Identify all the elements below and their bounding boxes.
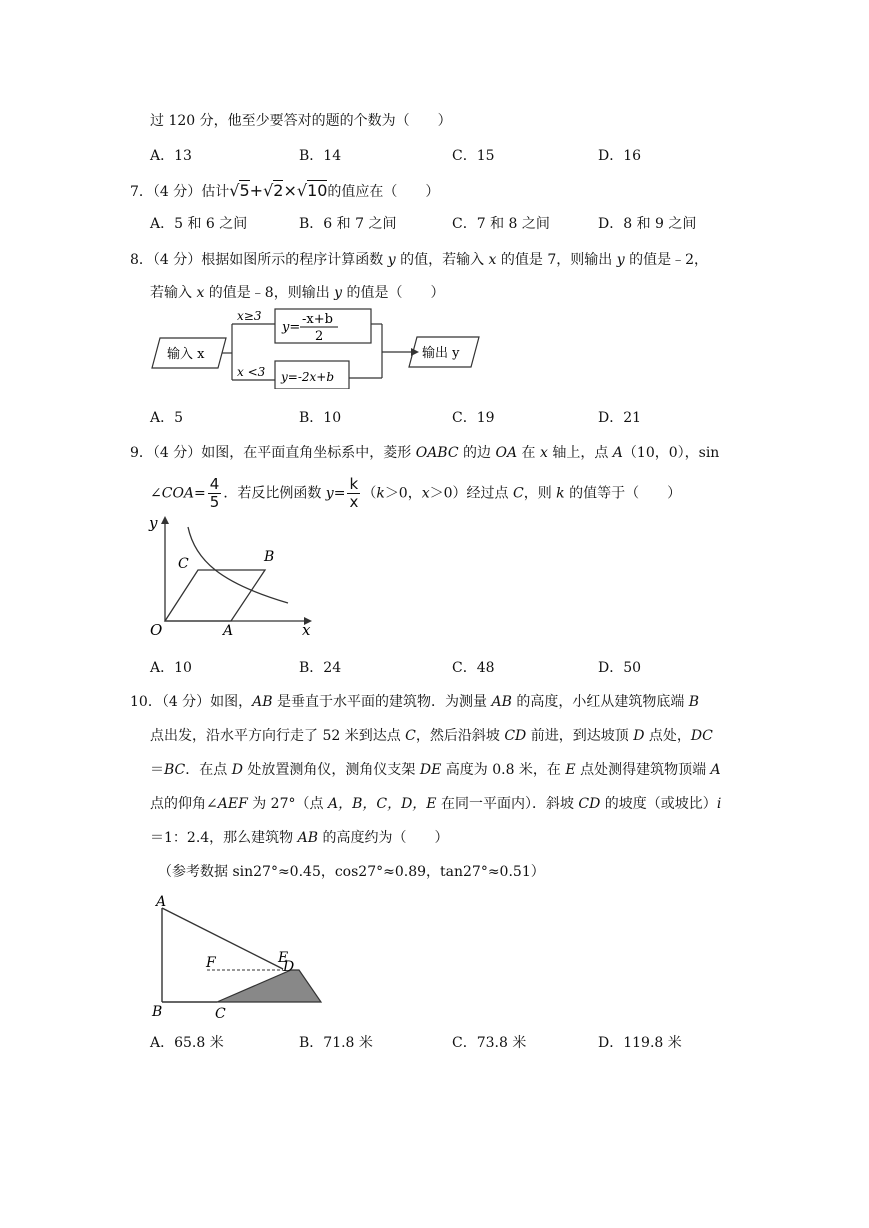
text: 的边 [458, 445, 496, 461]
formula-1-denominator: 2 [315, 329, 324, 344]
var-ab: AB [491, 694, 512, 710]
q8-option-d[interactable]: D．21 [598, 410, 642, 426]
formula-2: y=-2x+b [281, 370, 335, 384]
q10-stem-line2 [150, 726, 713, 746]
text: 为 27°（点 [247, 796, 328, 812]
var-k: k [376, 485, 385, 502]
radicand-10: 10 [307, 181, 328, 200]
radicand-2: 2 [273, 181, 284, 200]
numerator: k [347, 476, 360, 494]
text: 在同一平面内）．斜坡 [436, 796, 579, 812]
var-coa: COA [161, 485, 195, 502]
times-sign: × [283, 181, 297, 200]
var-x: x [196, 285, 205, 301]
fraction-k-x [347, 476, 360, 511]
q8-stem-line2 [150, 283, 445, 303]
formula-1-numerator: -x+b [302, 312, 333, 327]
text: ，然后沿斜坡 [415, 728, 505, 744]
denominator: x [349, 493, 359, 511]
var-k: k [556, 485, 565, 502]
radical-sign: √ [229, 181, 240, 200]
label-b: B [152, 1004, 163, 1020]
text: 的坡度（或坡比） [600, 796, 717, 812]
radical-sign: √ [296, 181, 308, 200]
point-c: C [513, 485, 524, 502]
sqrt-expression [229, 180, 327, 200]
text: （ [362, 485, 377, 502]
text: 高度为 0.8 米，在 [441, 762, 566, 778]
q9-option-d[interactable]: D．50 [598, 660, 642, 676]
label-a: A [156, 894, 167, 910]
arrow-head [411, 348, 419, 356]
text: ＞0）经过点 [429, 485, 513, 502]
text: 在 [517, 445, 540, 461]
text: = [333, 485, 346, 502]
text: 9．（4 分）如图，在平面直角坐标系中，菱形 [130, 445, 416, 461]
text: （10，0），sin [622, 445, 720, 461]
point-a: A [710, 762, 721, 778]
q10-reference-data: （参考数据 sin27°≈0.45，cos27°≈0.89，tan27°≈0.51） [158, 864, 545, 880]
var-de: DE [419, 762, 442, 778]
text: ＝1：2.4，那么建筑物 [150, 830, 298, 846]
q6-stem-continuation: 过 120 分，他至少要答对的题的个数为（ ） [150, 113, 452, 129]
text: 的值是﹣2， [624, 252, 708, 268]
q10-stem-line4 [150, 794, 721, 814]
q10-option-b[interactable]: B．71.8 米 [299, 1035, 373, 1051]
q8-option-a[interactable]: A．5 [150, 410, 184, 426]
text: ＝ [150, 762, 164, 778]
q10-option-d[interactable]: D．119.8 米 [598, 1035, 682, 1051]
q8-stem-line1 [130, 250, 708, 270]
q7-stem [130, 181, 439, 202]
var-y: y [387, 252, 396, 268]
label-c: C [215, 1006, 226, 1022]
var-x: x [421, 485, 430, 502]
point-b: B [688, 694, 700, 710]
label-b: B [264, 549, 275, 565]
var-x: x [539, 445, 548, 461]
text: 前进，到达坡顶 [526, 728, 634, 744]
condition-1: x≥3 [237, 309, 262, 323]
y-axis-arrow [161, 516, 169, 524]
q7-option-d[interactable]: D．8 和 9 之间 [598, 216, 697, 232]
hyperbola [188, 527, 288, 603]
text: 的高度，小红从建筑物底端 [511, 694, 689, 710]
var-dc: DC [690, 728, 713, 744]
text: 轴上，点 [547, 445, 613, 461]
label-c: C [178, 556, 189, 572]
var-cd: CD [578, 796, 601, 812]
var-y: y [325, 485, 334, 502]
q6-option-a[interactable]: A．13 [150, 148, 192, 164]
var-oa: OA [495, 445, 518, 461]
q6-option-b[interactable]: B．14 [299, 148, 342, 164]
sight-line-ae [162, 908, 283, 969]
var-x: x [488, 252, 497, 268]
q9-stem-line1 [130, 443, 719, 463]
q10-figure [145, 890, 335, 1022]
point-d: D [633, 728, 645, 744]
text: 的值，若输入 [395, 252, 489, 268]
var-ab: AB [297, 830, 319, 846]
text: ∠ [150, 485, 162, 502]
q8-option-b[interactable]: B．10 [299, 410, 342, 426]
text: 处放置测角仪，测角仪支架 [242, 762, 420, 778]
numerator: 4 [209, 475, 220, 493]
text: 点处测得建筑物顶端 [575, 762, 711, 778]
point-a: A [612, 445, 623, 461]
q7-option-a[interactable]: A．5 和 6 之间 [150, 216, 248, 232]
q9-stem-line2 [150, 476, 681, 511]
text: 是垂直于水平面的建筑物．为测量 [272, 694, 492, 710]
label-a: A [223, 623, 234, 639]
text: ．若反比例函数 [223, 485, 326, 502]
q10-option-a[interactable]: A．65.8 米 [150, 1035, 224, 1051]
point-d: D [231, 762, 243, 778]
q9-option-b[interactable]: B．24 [299, 660, 342, 676]
label-f: F [206, 955, 216, 971]
y-axis-label: y [149, 515, 158, 532]
q10-stem-line3 [150, 760, 721, 780]
q7-prefix: 7．（4 分）估计 [130, 184, 230, 200]
q6-option-c[interactable]: C．15 [452, 148, 495, 164]
output-label: 输出 y [422, 346, 460, 361]
text: 8．（4 分）根据如图所示的程序计算函数 [130, 252, 388, 268]
q7-option-b[interactable]: B．6 和 7 之间 [299, 216, 397, 232]
text: 的值是（ ） [342, 285, 445, 301]
plus-sign: + [249, 181, 264, 200]
slope-shaded [217, 970, 321, 1002]
var-bc: BC [164, 762, 186, 778]
label-d: D [283, 959, 295, 975]
var-aef: AEF [217, 796, 248, 812]
formula-1-left: y= [282, 320, 301, 335]
x-axis-label: x [302, 621, 311, 639]
q10-option-c[interactable]: C．73.8 米 [452, 1035, 527, 1051]
label-e: E [278, 950, 289, 966]
q10-stem-line5 [150, 828, 448, 848]
var-i: i [716, 796, 722, 812]
fraction-4-5 [208, 476, 222, 511]
q7-suffix: 的值应在（ ） [327, 184, 440, 200]
text: = [194, 485, 206, 502]
condition-2: x <3 [237, 365, 266, 379]
q10-stem-line1 [130, 692, 699, 712]
rhombus-oabc [165, 570, 265, 621]
var-cd: CD [504, 728, 527, 744]
text: 10．（4 分）如图， [130, 694, 253, 710]
q8-flowchart [140, 303, 490, 389]
label-o: O [150, 621, 163, 639]
text: ，则 [523, 485, 557, 502]
q8-option-c[interactable]: C．19 [452, 410, 495, 426]
var-ab: AB [252, 694, 273, 710]
var-oabc: OABC [415, 445, 459, 461]
point-e: E [565, 762, 576, 778]
q9-figure [140, 515, 320, 645]
text: 的高度约为（ ） [318, 830, 449, 846]
text: 的值等于（ ） [564, 485, 682, 502]
var-y: y [334, 285, 343, 301]
q9-option-a[interactable]: A．10 [150, 660, 192, 676]
denominator: 5 [209, 493, 220, 511]
point-c: C [405, 728, 416, 744]
text: 的值是﹣8，则输出 [204, 285, 335, 301]
text: ＞0， [384, 485, 422, 502]
var-y: y [616, 252, 625, 268]
input-label: 输入 x [167, 347, 205, 362]
text: 的值是 7，则输出 [496, 252, 617, 268]
radical-sign: √ [263, 181, 274, 200]
text: ．在点 [185, 762, 232, 778]
text: 点处， [644, 728, 691, 744]
q9-option-c[interactable]: C．48 [452, 660, 495, 676]
text: 点的仰角∠ [150, 796, 218, 812]
text: 若输入 [150, 285, 197, 301]
text: 点出发，沿水平方向行走了 52 米到达点 [150, 728, 406, 744]
points-list: A，B，C，D，E [327, 796, 437, 812]
q7-option-c[interactable]: C．7 和 8 之间 [452, 216, 550, 232]
radicand-5: 5 [239, 181, 250, 200]
q6-option-d[interactable]: D．16 [598, 148, 642, 164]
